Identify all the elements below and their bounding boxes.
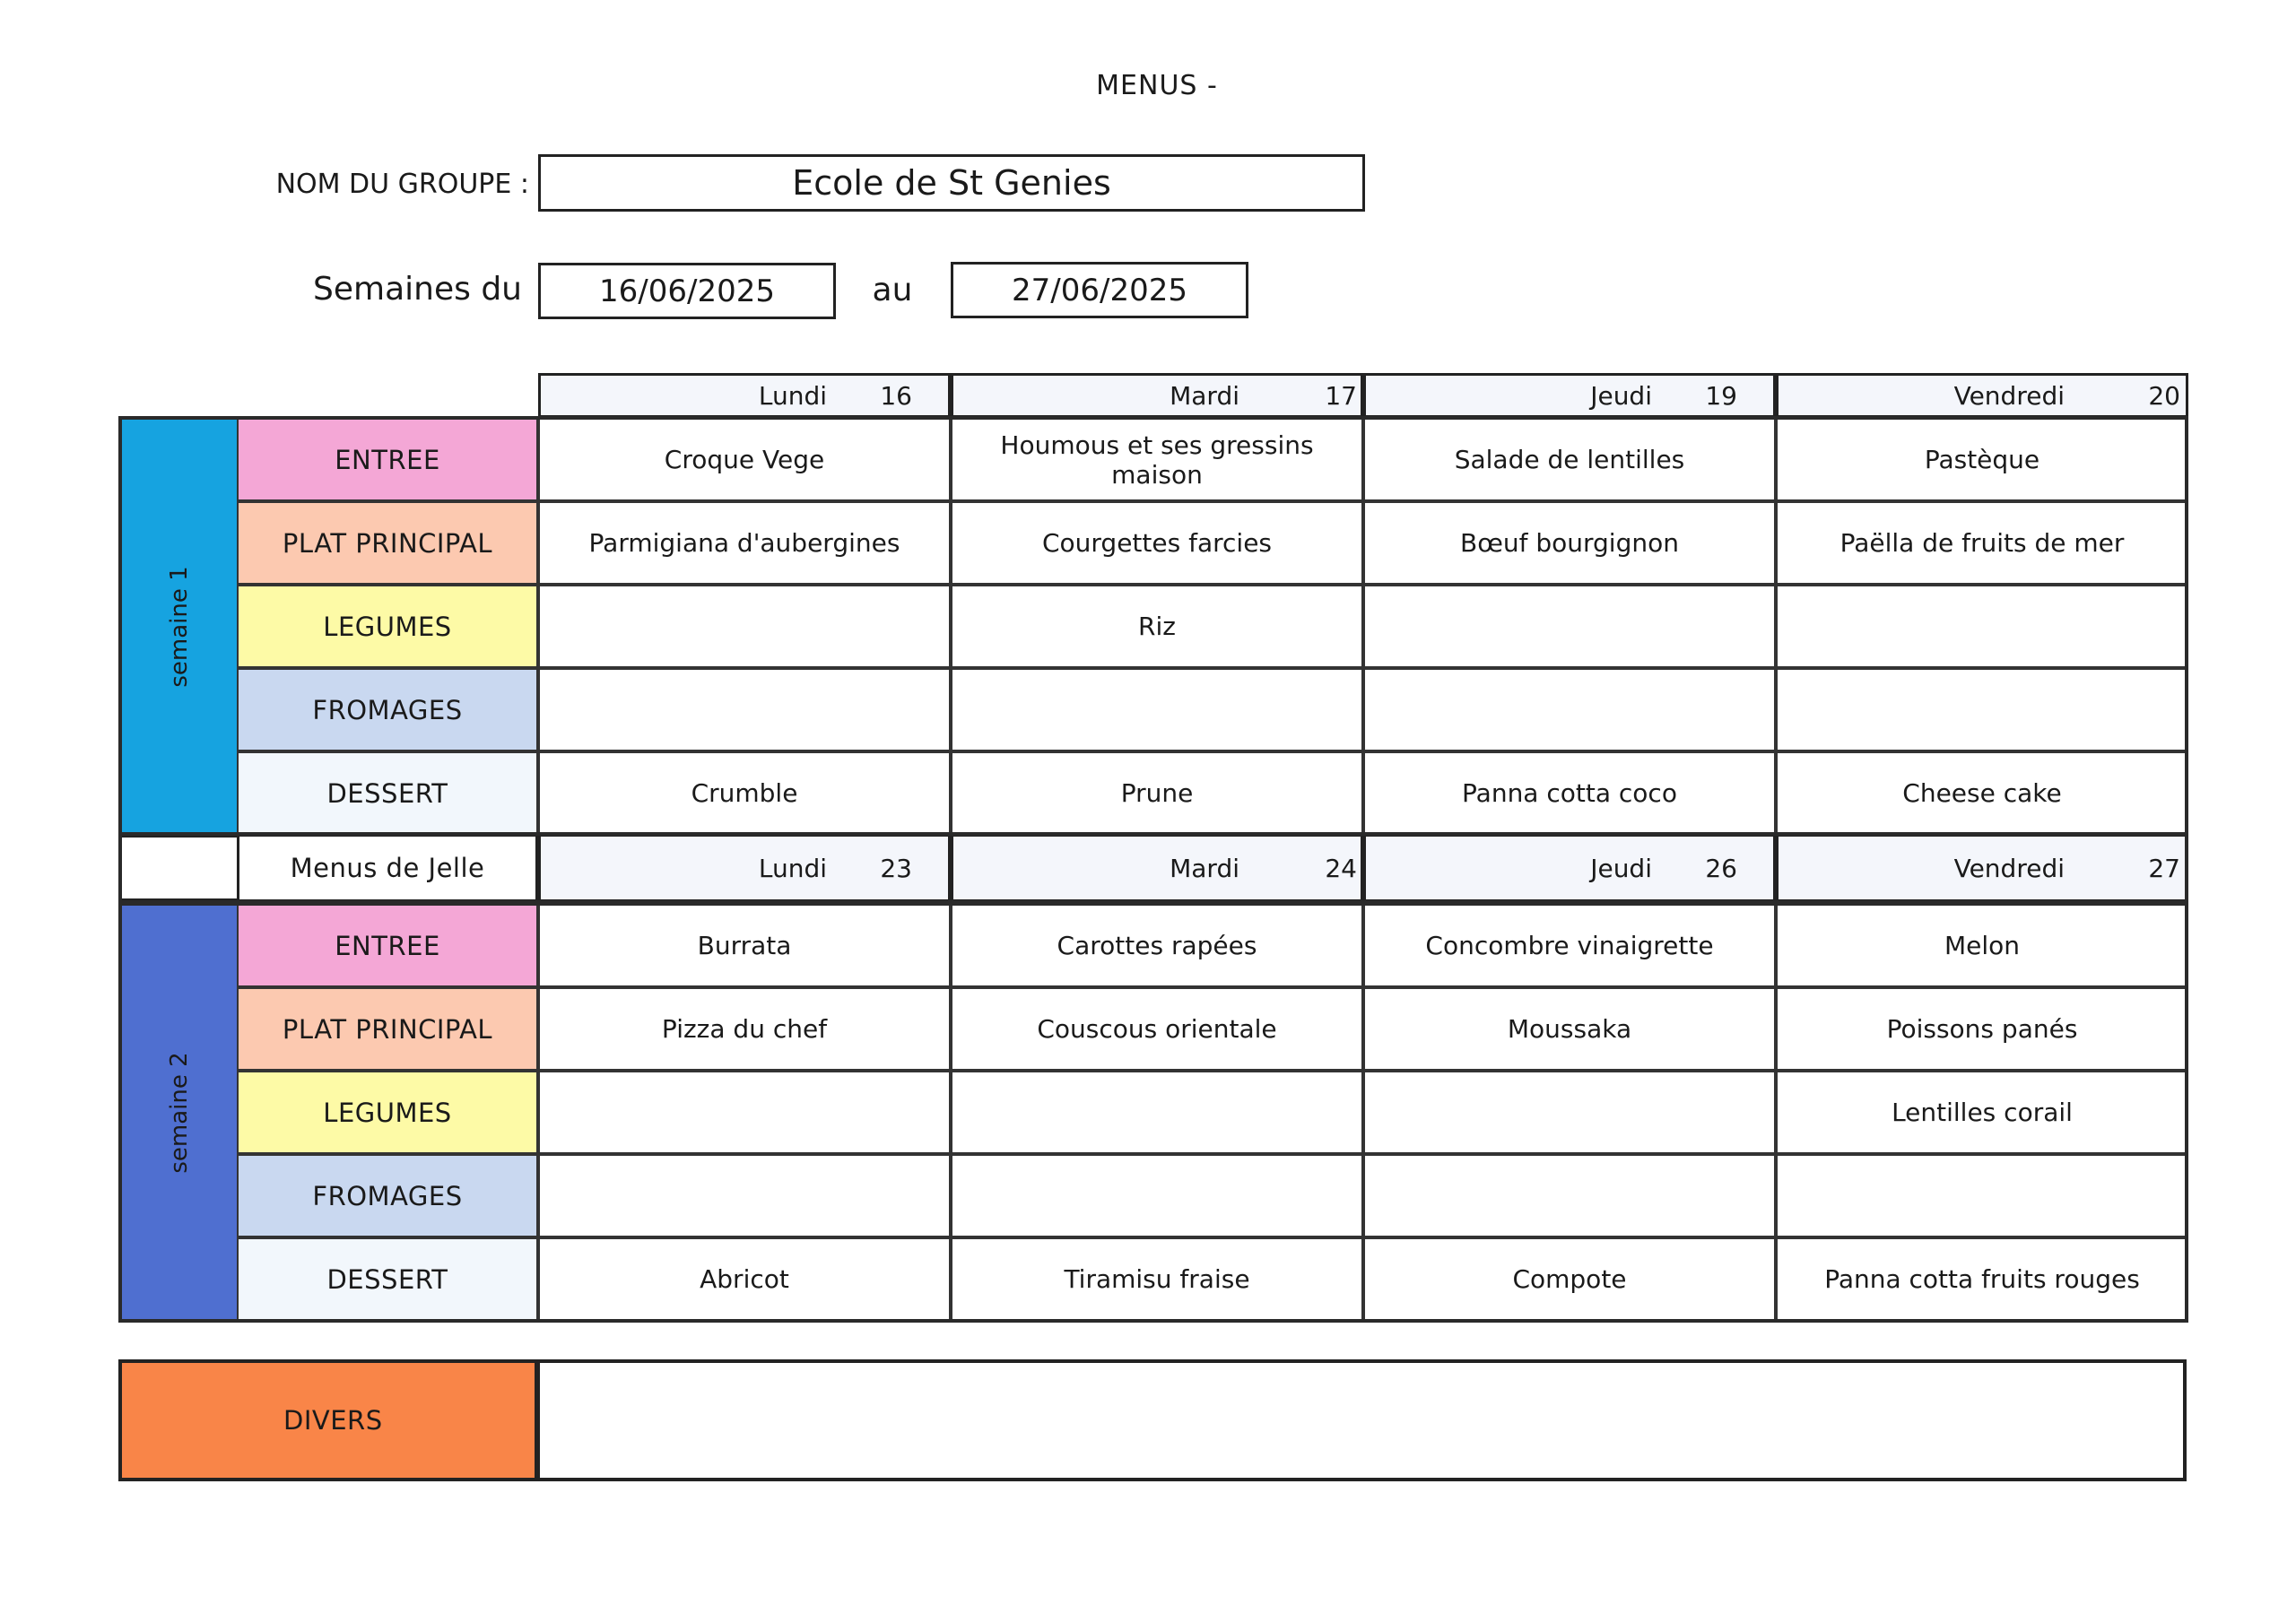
week2-menu-cell[interactable]: [1363, 1154, 1776, 1237]
day-number: 23: [880, 853, 912, 883]
week2-cat-plat-principal: PLAT PRINCIPAL: [237, 987, 538, 1071]
day-name: Jeudi: [1590, 380, 1652, 411]
week2-menu-cell[interactable]: Abricot: [538, 1237, 951, 1321]
day-number: 19: [1705, 380, 1737, 411]
divers-field[interactable]: [536, 1359, 2187, 1481]
week1-cat-fromages: FROMAGES: [237, 668, 538, 751]
day-number: 26: [1705, 853, 1737, 883]
week1-label: semaine 1: [166, 565, 193, 688]
week1-cat-plat-principal: PLAT PRINCIPAL: [237, 501, 538, 585]
week1-menu-cell[interactable]: Panna cotta coco: [1363, 751, 1776, 835]
week2-menu-cell[interactable]: Moussaka: [1363, 987, 1776, 1071]
day-name: Vendredi: [1953, 380, 2065, 411]
page-title: MENUS -: [1096, 70, 1218, 101]
week1-menu-cell[interactable]: Paëlla de fruits de mer: [1776, 501, 2188, 585]
week2-menu-cell[interactable]: Burrata: [538, 904, 951, 987]
day-number: 17: [1325, 380, 1357, 411]
week1-menu-cell[interactable]: [1363, 668, 1776, 751]
week1-menu-cell[interactable]: Parmigiana d'aubergines: [538, 501, 951, 585]
day-name: Lundi: [758, 853, 827, 883]
week2-header-blank: [118, 834, 240, 902]
week2-cat-entree: ENTREE: [237, 904, 538, 987]
weeks-label: Semaines du: [313, 271, 522, 308]
week1-menu-cell[interactable]: Courgettes farcies: [951, 501, 1363, 585]
week1-menu-cell[interactable]: Houmous et ses gressins maison: [951, 418, 1363, 501]
week1-menu-cell[interactable]: [1363, 585, 1776, 668]
week2-menu-cell[interactable]: Melon: [1776, 904, 2188, 987]
day-number: 24: [1325, 853, 1357, 883]
day-number: 27: [2148, 853, 2180, 883]
date-to-field[interactable]: 27/06/2025: [951, 262, 1248, 318]
week2-menu-cell[interactable]: [951, 1154, 1363, 1237]
week1-menu-cell[interactable]: [1776, 585, 2188, 668]
week2-menu-cell[interactable]: [1776, 1154, 2188, 1237]
week2-menu-cell[interactable]: [538, 1154, 951, 1237]
week2-menu-cell[interactable]: [1363, 1071, 1776, 1154]
week1-menu-cell[interactable]: [538, 668, 951, 751]
week2-menu-cell[interactable]: Compote: [1363, 1237, 1776, 1321]
week2-cat-legumes: LEGUMES: [237, 1071, 538, 1154]
week1-menu-cell[interactable]: Prune: [951, 751, 1363, 835]
au-label: au: [872, 272, 913, 308]
week2-menu-cell[interactable]: Tiramisu fraise: [951, 1237, 1363, 1321]
week2-day-header: [951, 834, 1363, 902]
date-from-field[interactable]: 16/06/2025: [538, 263, 836, 319]
week1-menu-cell[interactable]: Crumble: [538, 751, 951, 835]
week2-bar: [118, 902, 240, 1323]
week1-menu-cell[interactable]: [1776, 668, 2188, 751]
week2-menu-cell[interactable]: Concombre vinaigrette: [1363, 904, 1776, 987]
week1-cat-entree: ENTREE: [237, 418, 538, 501]
week1-bar: [118, 416, 240, 837]
day-name: Lundi: [758, 380, 827, 411]
week1-menu-cell[interactable]: [538, 585, 951, 668]
week2-cat-dessert: DESSERT: [237, 1237, 538, 1321]
week2-day-header: [1363, 834, 1776, 902]
week1-menu-cell[interactable]: Pastèque: [1776, 418, 2188, 501]
week2-day-header: [538, 834, 951, 902]
week1-menu-cell[interactable]: Riz: [951, 585, 1363, 668]
day-number: 20: [2148, 380, 2180, 411]
week1-menu-cell[interactable]: Cheese cake: [1776, 751, 2188, 835]
week2-day-header: [1776, 834, 2188, 902]
week2-cat-fromages: FROMAGES: [237, 1154, 538, 1237]
week2-menu-cell[interactable]: Poissons panés: [1776, 987, 2188, 1071]
day-name: Mardi: [1170, 853, 1239, 883]
week1-menu-cell[interactable]: Bœuf bourgignon: [1363, 501, 1776, 585]
day-name: Vendredi: [1953, 853, 2065, 883]
week1-day-header: [951, 373, 1363, 418]
day-name: Jeudi: [1590, 853, 1652, 883]
week1-cat-dessert: DESSERT: [237, 751, 538, 835]
divers-label: DIVERS: [118, 1359, 538, 1481]
week2-menu-cell[interactable]: [951, 1071, 1363, 1154]
week1-day-header: [538, 373, 951, 418]
week2-menu-cell[interactable]: Lentilles corail: [1776, 1071, 2188, 1154]
week2-header-label: Menus de Jelle: [237, 834, 538, 902]
week1-menu-cell[interactable]: Croque Vege: [538, 418, 951, 501]
week2-menu-cell[interactable]: Couscous orientale: [951, 987, 1363, 1071]
week2-menu-cell[interactable]: Carottes rapées: [951, 904, 1363, 987]
week2-label: semaine 2: [166, 1051, 193, 1174]
week1-menu-cell[interactable]: Salade de lentilles: [1363, 418, 1776, 501]
week2-menu-cell[interactable]: Pizza du chef: [538, 987, 951, 1071]
week1-cat-legumes: LEGUMES: [237, 585, 538, 668]
day-number: 16: [880, 380, 912, 411]
group-name-field[interactable]: Ecole de St Genies: [538, 154, 1365, 212]
group-label: NOM DU GROUPE :: [275, 169, 529, 200]
week2-menu-cell[interactable]: [538, 1071, 951, 1154]
week1-day-header: [1776, 373, 2188, 418]
week2-menu-cell[interactable]: Panna cotta fruits rouges: [1776, 1237, 2188, 1321]
day-name: Mardi: [1170, 380, 1239, 411]
week1-day-header: [1363, 373, 1776, 418]
week1-menu-cell[interactable]: [951, 668, 1363, 751]
